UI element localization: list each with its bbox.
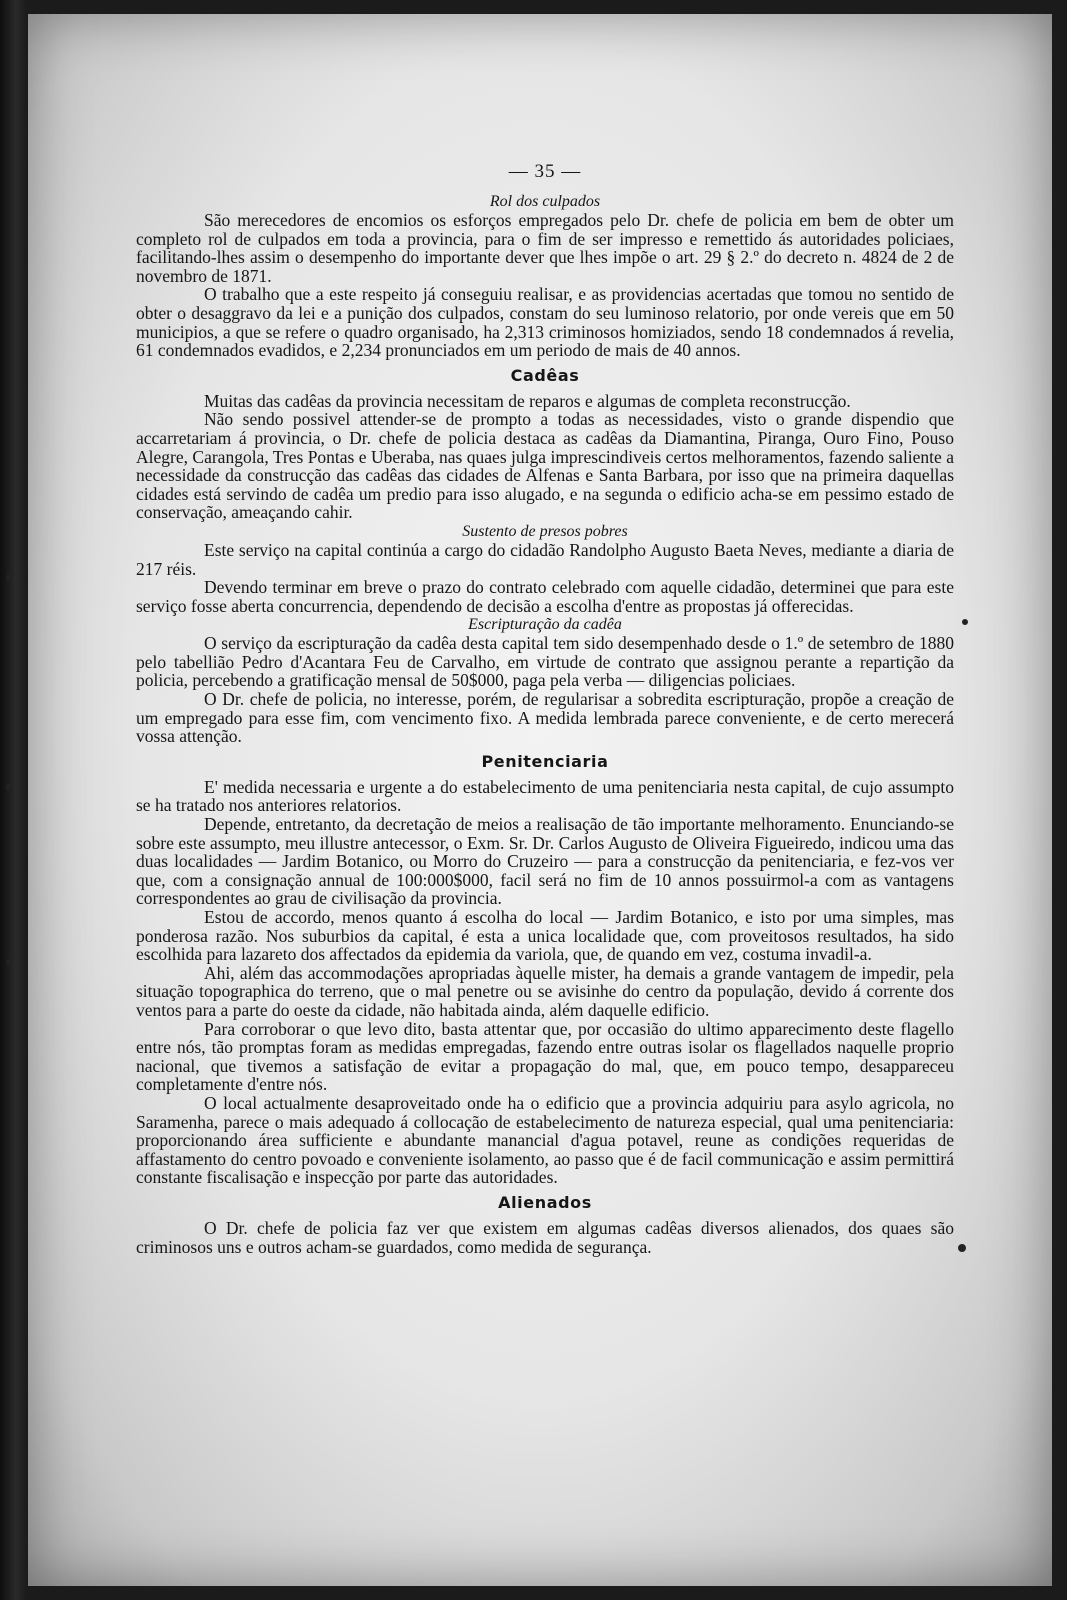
paragraph: O trabalho que a este respeito já conseguiu realisar, e as providencias acertadas que tomou no sentido de obter o desaggravo da lei e a punição dos culpados, constam do seu luminoso relatorio, por onde vereis que em 50 municipios, a que se refere o quadro organisado, ha 2,313 criminosos homiziados, sendo 18 condemnados á revelia, 61 condemnados evadidos, e 2,234 pronunciados em um periodo de mais de 40 annos. [136,284,954,361]
paragraph: O Dr. chefe de policia, no interesse, porém, de regularisar a sobredita escripturação, propõe a creação de um empregado para esse fim, com vencimento fixo. A medida lembrada parece conveniente, e de certo merecerá vossa attenção. [136,689,954,747]
paragraph: O serviço da escripturação da cadêa desta capital tem sido desempenhado desde o 1.º de setembro de 1880 pelo tabellião Pedro d'Acantara Feu de Carvalho, em virtude de contrato que assignou perante a repartição da policia, percebendo a gratificação mensal de 50$000, paga pela verba — diligencias policiaes. [136,633,954,691]
paragraph: Ahi, além das accommodações apropriadas àquelle mister, ha demais a grande vantagem de impedir, pela situação topographica do terreno, que o mal penetre ou se avisinhe do centro da população, devido á corrente dos ventos para a parte do oeste da cidade, não habitada ainda, além daquelle edificio. [136,962,954,1020]
section-heading: Penitenciaria [481,751,609,771]
section-subheading: Sustento de presos pobres [462,522,628,540]
margin-mark [6,959,12,965]
paragraph: Para corroborar o que levo dito, basta attentar que, por occasião do ultimo apparecimento deste flagello entre nós, tão promptas foram as medidas empregadas, fazendo entre outras isolar os flagellados naquelle proprio nacional, que tivemos a satisfação de evitar a propagação do mal, que, em pouco tempo, desappareceu completamente d'entre nós. [136,1018,954,1095]
section-heading: Alienados [498,1192,592,1212]
margin-mark [6,784,12,790]
page-body [136,160,954,1256]
margin-mark [6,574,12,580]
section-heading: Cadêas [510,365,580,385]
margin-dot [962,619,968,625]
paragraph: Depende, entretanto, da decretação de meios a realisação de tão importante melhoramento. Enunciando-se sobre este assumpto, meu illustre antecessor, o Exm. Sr. Dr. Carlos Augusto de Oliveira Figueiredo, indicou uma das duas localidades — Jardim Botanico, ou Morro do Cruzeiro — para a construcção da penitenciaria, e fez-vos ver que, com a consignação annual de 100:000$000, facil será no fim de 10 annos possuirmol-a com as vantagens correspondentes ao grau de civilisação da provincia. [136,814,954,909]
page-number: — 35 — [508,161,582,182]
paragraph: E' medida necessaria e urgente a do estabelecimento de uma penitenciaria nesta capital, de cujo assumpto se ha tratado nos anteriores relatorios. [136,776,954,816]
paragraph: São merecedores de encomios os esforços empregados pelo Dr. chefe de policia em bem de obter um completo rol de culpados em toda a provincia, para o fim de ser impresso e remettido ás autoridades policiaes, facilitando-lhes assim o desempenho do importante dever que lhes impõe o art. 29 § 2.º do decreto n. 4824 de 2 de novembro de 1871. [136,210,954,286]
paragraph: Muitas das cadêas da provincia necessitam de reparos e algumas de completa reconstrucção. [204,390,851,411]
section-subheading: Rol dos culpados [489,193,601,210]
document-page [28,14,1052,1586]
binding-edge [0,0,26,1600]
paragraph: Estou de accordo, menos quanto á escolha do local — Jardim Botanico, e isto por uma simples, mas ponderosa razão. Nos suburbios da capital, é esta a unica localidade que, com proveitosos resultados, ha sido escolhida para lazareto dos affectados da epidemia da variola, que, de quando em vez, costuma invadil-a. [136,907,954,965]
paragraph: O Dr. chefe de policia faz ver que existem em algumas cadêas diversos alienados, dos quaes são criminosos uns e outros acham-se guardados, como medida de segurança. [136,1217,954,1257]
margin-dot [958,1244,966,1252]
paragraph: Este serviço na capital continúa a cargo do cidadão Randolpho Augusto Baeta Neves, mediante a diaria de 217 réis. [136,539,954,579]
section-subheading: Escripturação da cadêa [468,616,622,634]
paragraph: Não sendo possivel attender-se de prompto a todas as necessidades, visto o grande dispendio que accarretariam á provincia, o Dr. chefe de policia destaca as cadêas da Diamantina, Piranga, Ouro Fino, Pouso Alegre, Carangola, Tres Pontas e Uberaba, nas quaes julga imprescindiveis certos melhoramentos, fazendo saliente a necessidade da construcção das cadêas das cidades de Alfenas e Santa Barbara, por isso que na primeira daquellas cidades está servindo de cadêa um predio para isso alugado, e na segunda o edificio acha-se em pessimo estado de conservação, ameaçando cahir. [136,409,954,523]
paragraph: O local actualmente desaproveitado onde ha o edificio que a provincia adquiriu para asylo agricola, no Saramenha, parece o mais adequado á collocação de estabelecimento de natureza especial, qual uma penitenciaria: proporcionando área sufficiente e abundante manancial d'agua potavel, reune as condições requeridas de affastamento do centro povoado e conveniente isolamento, ao passo que é de facil communicação e assim permittirá constante fiscalisação e inspecção por parte das autoridades. [136,1092,954,1188]
paragraph: Devendo terminar em breve o prazo do contrato celebrado com aquelle cidadão, determinei que para este serviço fosse aberta concurrencia, dependendo de decisão a escolha d'entre as propostas já offerecidas. [136,577,954,616]
